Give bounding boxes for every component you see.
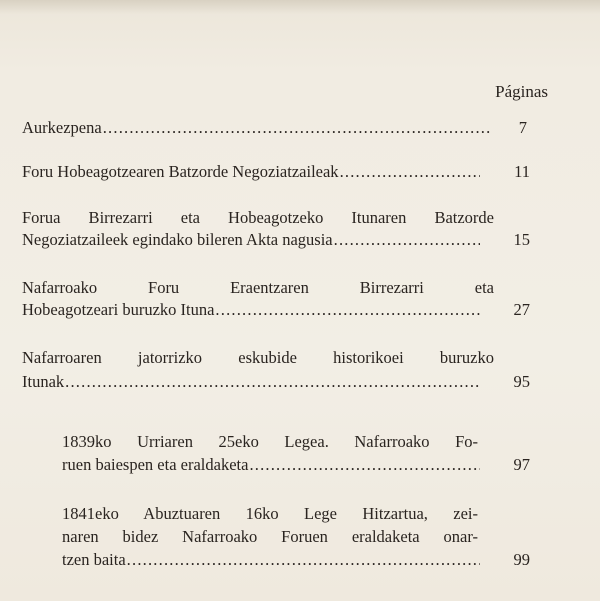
toc-page-number: 11 xyxy=(514,162,530,181)
toc-entry-line xyxy=(22,230,480,250)
leader-dots xyxy=(65,372,480,392)
leader-dots xyxy=(340,162,480,182)
toc-entry-line xyxy=(22,118,492,138)
toc-entry-line xyxy=(22,162,480,182)
leader-dots xyxy=(249,455,480,475)
toc-entry-title: tzen baita xyxy=(62,550,126,569)
toc-entry-line: 1841eko Abuztuaren 16ko Lege Hitzartua, zei- xyxy=(62,504,478,523)
toc-page-number: 95 xyxy=(513,372,530,391)
toc-entry-line xyxy=(22,300,480,320)
toc-entry-title: ruen baiespen eta eraldaketa xyxy=(62,455,249,474)
page-edge-shadow xyxy=(0,0,600,14)
toc-entry-line xyxy=(62,455,480,475)
toc-entry-line xyxy=(22,372,480,392)
toc-page-number: 27 xyxy=(513,300,530,319)
toc-entry-title: Hobeagotzeari buruzko Ituna xyxy=(22,300,215,319)
toc-entry-line: naren bidez Nafarroako Foruen eraldaketa onar- xyxy=(62,527,478,546)
toc-page-number: 99 xyxy=(513,550,530,569)
toc-entry-title: Negoziatzaileek egindako bileren Akta nagusia xyxy=(22,230,333,249)
toc-page-number: 97 xyxy=(513,455,530,474)
toc-entry-title: Itunak xyxy=(22,372,65,391)
leader-dots xyxy=(215,300,480,320)
toc-page-number: 7 xyxy=(518,118,527,137)
leader-dots xyxy=(334,230,480,250)
page-column-header: Páginas xyxy=(495,82,548,101)
toc-entry-line: Nafarroako Foru Eraentzaren Birrezarri eta xyxy=(22,278,494,297)
toc-entry-line: Forua Birrezarri eta Hobeagotzeko Itunaren Batzorde xyxy=(22,208,494,227)
leader-dots xyxy=(103,118,492,138)
toc-entry-title: Aurkezpena xyxy=(22,118,102,137)
toc-page-number: 15 xyxy=(513,230,530,249)
toc-entry-line: 1839ko Urriaren 25eko Legea. Nafarroako Fo- xyxy=(62,432,478,451)
toc-entry-line: Nafarroaren jatorrizko eskubide historikoei buruzko xyxy=(22,348,494,367)
toc-entry-title: Foru Hobeagotzearen Batzorde Negoziatzaileak xyxy=(22,162,339,181)
toc-entry-line xyxy=(62,550,480,570)
leader-dots xyxy=(127,550,480,570)
